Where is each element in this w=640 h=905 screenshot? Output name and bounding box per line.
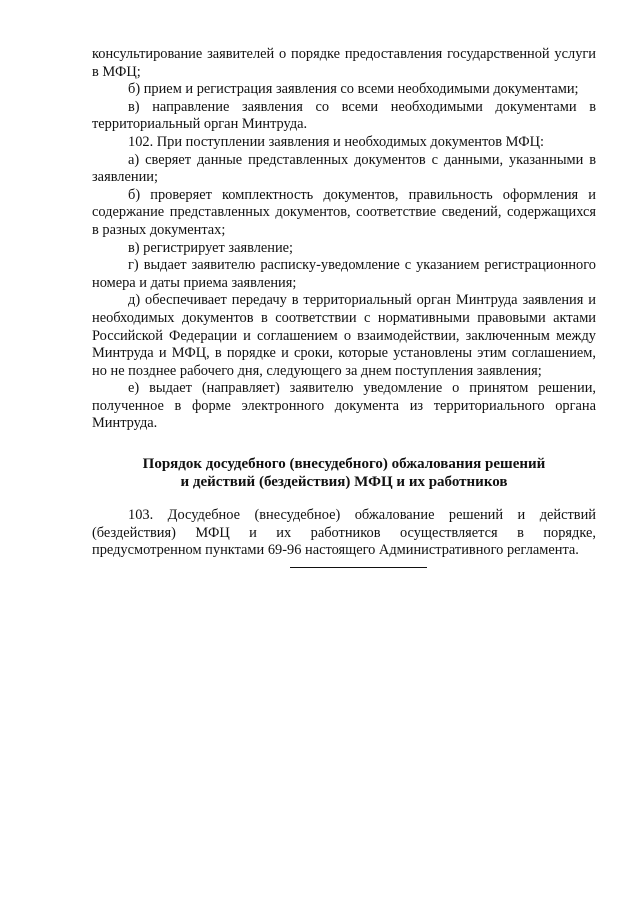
paragraph-item-b: б) прием и регистрация заявления со всеми необходимыми документами; — [128, 81, 579, 98]
paragraph-102-g: г) выдает заявителю расписку-уведомление с указанием регистрационного номера и даты приема заявления; — [92, 257, 596, 291]
paragraph-102-e: е) выдает (направляет) заявителю уведомление о принятом решении, полученное в форме электронного документа из территориального органа Минтруда. — [92, 380, 596, 432]
section-heading-line-1: Порядок досудебного (внесудебного) обжалования решений — [142, 456, 546, 473]
document-page — [92, 46, 596, 560]
paragraph-102: 102. При поступлении заявления и необходимых документов МФЦ: — [128, 133, 544, 150]
paragraph-item-v: в) направление заявления со всеми необходимыми документами в территориальный орган Минтруда. — [92, 98, 596, 133]
end-of-document-rule — [290, 567, 427, 568]
paragraph-102-v: в) регистрирует заявление; — [128, 239, 294, 256]
paragraph-102-d: д) обеспечивает передачу в территориальный орган Минтруда заявления и необходимых документов в соответствии с нормативными правовыми актами Российской Федерации и соглашением о взаимодействии, заключенным между Минтруда и МФЦ, в порядке и сроки, которые установлены этим соглашением, но не позднее рабочего дня, следующего за днем поступления заявления; — [92, 292, 596, 379]
paragraph-continuation: консультирование заявителей о порядке предоставления государственной услуги в МФЦ; — [92, 46, 596, 80]
section-heading — [92, 455, 596, 491]
paragraph-102-b: б) проверяет комплектность документов, правильность оформления и содержание представленных документов, соответствие сведений, содержащихся в разных документах; — [92, 186, 596, 238]
paragraph-102-a: а) сверяет данные представленных документов с данными, указанными в заявлении; — [92, 151, 596, 186]
section-heading-line-2: и действий (бездействия) МФЦ и их работников — [180, 474, 508, 491]
paragraph-103: 103. Досудебное (внесудебное) обжалование решений и действий (бездействия) МФЦ и их работников осуществляется в порядке, предусмотренном пунктами 69-96 настоящего Административного регламента. — [92, 507, 596, 559]
